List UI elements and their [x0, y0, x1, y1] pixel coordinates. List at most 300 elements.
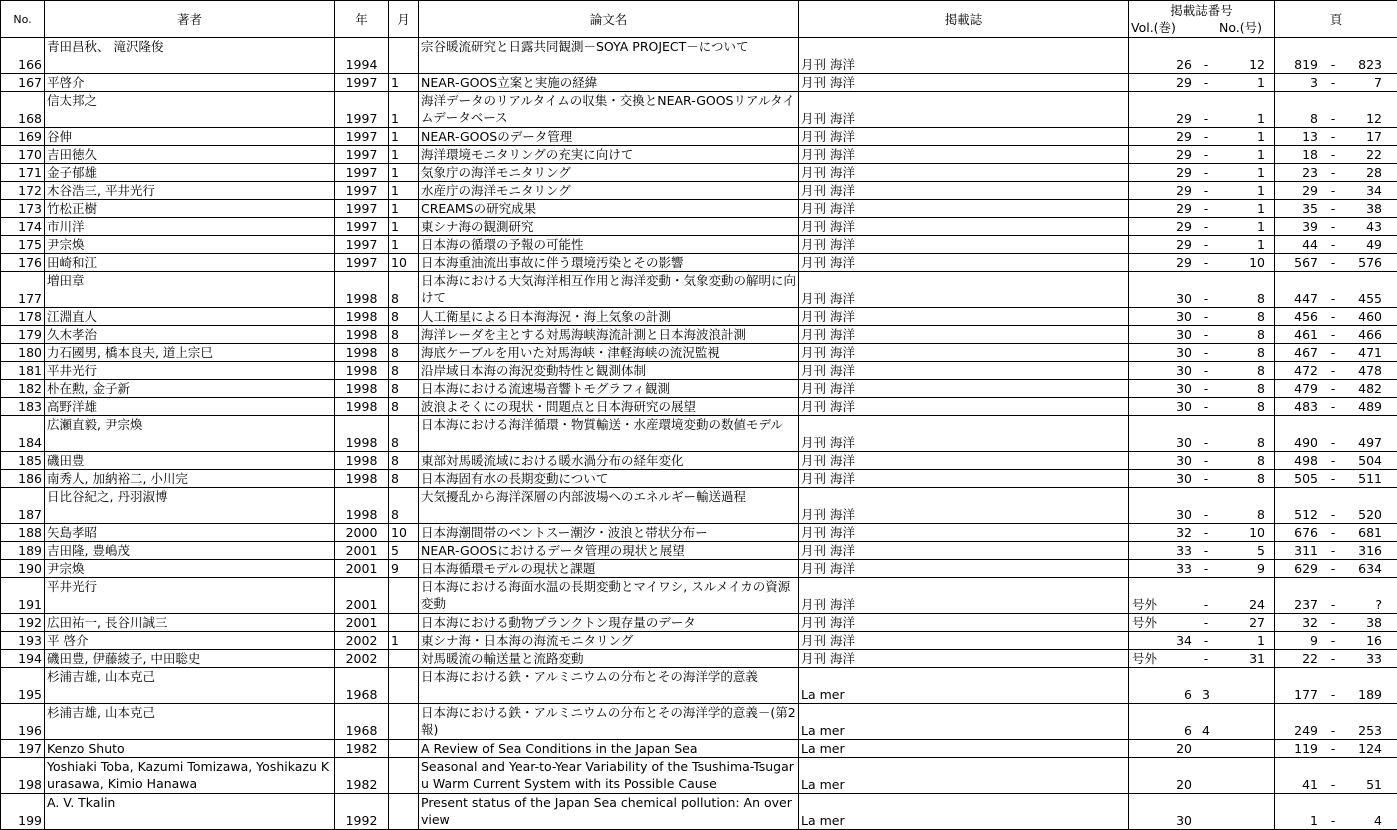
row-vol: 20 [1132, 776, 1192, 793]
row-title: 宗谷暖流研究と日露共同観測－SOYA PROJECT－について [419, 38, 799, 74]
row-page-end: 16 [1348, 632, 1382, 649]
row-num: 1 [1220, 74, 1265, 91]
row-author: Kenzo Shuto [45, 740, 335, 758]
row-year: 1998 [335, 326, 389, 344]
row-month [389, 650, 419, 668]
row-vol: 6 [1132, 686, 1192, 703]
table-row [1, 92, 1397, 128]
row-year: 2002 [335, 650, 389, 668]
row-num: 9 [1220, 560, 1265, 577]
row-issue [1129, 200, 1275, 218]
row-title: 海底ケーブルを用いた対馬海峡・津軽海峡の流況監視 [419, 344, 799, 362]
row-issue [1129, 452, 1275, 470]
row-vol: 33 [1132, 560, 1192, 577]
row-year: 1997 [335, 236, 389, 254]
row-page-sep: - [1318, 560, 1348, 577]
header-author: 著者 [45, 1, 335, 38]
row-page-sep: - [1318, 74, 1348, 91]
row-page-end: 466 [1348, 326, 1382, 343]
row-title: 日本海重油流出事故に伴う環境汚染とその影響 [419, 254, 799, 272]
header-year: 年 [335, 1, 389, 38]
row-page-end: 489 [1348, 398, 1382, 415]
row-year: 1982 [335, 758, 389, 794]
row-issue-sep: - [1192, 614, 1220, 631]
row-page-sep: - [1318, 434, 1348, 451]
row-page-sep: - [1318, 164, 1348, 181]
table-row [1, 200, 1397, 218]
table-row [1, 254, 1397, 272]
row-no: 186 [1, 470, 45, 488]
row-num: 10 [1220, 524, 1265, 541]
row-title: NEAR-GOOSのデータ管理 [419, 128, 799, 146]
row-num: 1 [1220, 128, 1265, 145]
row-issue [1129, 542, 1275, 560]
table-row [1, 128, 1397, 146]
row-author: 平井光行 [45, 578, 335, 614]
row-pages [1275, 488, 1397, 524]
row-author: 吉田徳久 [45, 146, 335, 164]
row-issue [1129, 416, 1275, 452]
row-year: 1997 [335, 146, 389, 164]
row-title: 沿岸域日本海の海況変動特性と観測体制 [419, 362, 799, 380]
row-page-start: 490 [1278, 434, 1318, 451]
row-issue [1129, 614, 1275, 632]
table-body [1, 38, 1397, 830]
row-page-end: 38 [1348, 614, 1382, 631]
header-issue [1129, 1, 1275, 38]
row-vol: 30 [1132, 308, 1192, 325]
row-page-start: 498 [1278, 452, 1318, 469]
row-issue-sep: - [1192, 398, 1220, 415]
row-vol: 29 [1132, 218, 1192, 235]
row-journal: 月刊 海洋 [799, 128, 1129, 146]
row-title: 海洋レーダを主とする対馬海峡海流計測と日本海波浪計測 [419, 326, 799, 344]
row-year: 1998 [335, 308, 389, 326]
row-issue [1129, 236, 1275, 254]
row-page-start: 3 [1278, 74, 1318, 91]
row-pages [1275, 578, 1397, 614]
row-pages [1275, 362, 1397, 380]
row-page-sep: - [1318, 290, 1348, 307]
table-row [1, 614, 1397, 632]
row-year: 1968 [335, 668, 389, 704]
table-row [1, 38, 1397, 74]
row-page-end: 497 [1348, 434, 1382, 451]
row-author: 木谷浩三, 平井光行 [45, 182, 335, 200]
row-page-end: 34 [1348, 182, 1382, 199]
row-page-sep: - [1318, 362, 1348, 379]
row-no: 198 [1, 758, 45, 794]
row-year: 1997 [335, 182, 389, 200]
row-vol: 号外 [1132, 614, 1192, 631]
row-pages [1275, 632, 1397, 650]
row-vol: 29 [1132, 146, 1192, 163]
row-author: 江淵直人 [45, 308, 335, 326]
row-author: 尹宗煥 [45, 236, 335, 254]
row-page-sep: - [1318, 596, 1348, 613]
row-num: 27 [1220, 614, 1265, 631]
row-page-start: 39 [1278, 218, 1318, 235]
row-vol: 29 [1132, 110, 1192, 127]
row-page-sep: - [1318, 128, 1348, 145]
row-num: 1 [1220, 110, 1265, 127]
row-month: 1 [389, 92, 419, 128]
row-issue [1129, 650, 1275, 668]
row-issue-sep: - [1192, 326, 1220, 343]
row-year: 1997 [335, 128, 389, 146]
row-journal: 月刊 海洋 [799, 92, 1129, 128]
row-journal: La mer [799, 704, 1129, 740]
row-page-sep: - [1318, 380, 1348, 397]
row-month: 10 [389, 254, 419, 272]
row-page-end: 478 [1348, 362, 1382, 379]
row-page-end: 681 [1348, 524, 1382, 541]
row-month: 1 [389, 236, 419, 254]
row-issue-sep: - [1192, 128, 1220, 145]
row-page-sep: - [1318, 776, 1348, 793]
row-year: 1982 [335, 740, 389, 758]
row-page-sep: - [1318, 650, 1348, 667]
header-row [1, 1, 1397, 38]
table-row [1, 578, 1397, 614]
row-page-sep: - [1318, 236, 1348, 253]
row-author: 広瀬直毅, 尹宗煥 [45, 416, 335, 452]
row-vol: 30 [1132, 506, 1192, 523]
row-title: A Review of Sea Conditions in the Japan Sea [419, 740, 799, 758]
row-page-sep: - [1318, 686, 1348, 703]
row-page-end: 504 [1348, 452, 1382, 469]
row-journal: 月刊 海洋 [799, 146, 1129, 164]
row-author: 平啓介 [45, 74, 335, 92]
row-page-end: 511 [1348, 470, 1382, 487]
row-no: 168 [1, 92, 45, 128]
row-year: 1992 [335, 794, 389, 830]
row-page-start: 8 [1278, 110, 1318, 127]
row-pages [1275, 470, 1397, 488]
row-num: 8 [1220, 398, 1265, 415]
row-month: 5 [389, 542, 419, 560]
row-page-start: 629 [1278, 560, 1318, 577]
row-vol: 29 [1132, 164, 1192, 181]
row-issue [1129, 128, 1275, 146]
row-page-sep: - [1318, 200, 1348, 217]
row-month: 10 [389, 524, 419, 542]
row-month: 9 [389, 560, 419, 578]
row-title: Present status of the Japan Sea chemical pollution: An overview [419, 794, 799, 830]
row-issue [1129, 74, 1275, 92]
row-pages [1275, 38, 1397, 74]
row-title: 気象庁の海洋モニタリング [419, 164, 799, 182]
row-month: 8 [389, 362, 419, 380]
row-title: Seasonal and Year-to-Year Variability of the Tsushima-Tsugaru Warm Current System with its Possible Cause [419, 758, 799, 794]
row-title: 日本海の循環の予報の可能性 [419, 236, 799, 254]
row-issue-sep: - [1192, 218, 1220, 235]
row-vol: 26 [1132, 56, 1192, 73]
row-page-end: 7 [1348, 74, 1382, 91]
row-issue [1129, 740, 1275, 758]
row-vol: 29 [1132, 128, 1192, 145]
row-num: 1 [1220, 632, 1265, 649]
row-year: 2001 [335, 560, 389, 578]
row-no: 173 [1, 200, 45, 218]
row-title: 日本海固有水の長期変動について [419, 470, 799, 488]
row-issue [1129, 704, 1275, 740]
row-vol: 30 [1132, 398, 1192, 415]
row-month: 8 [389, 272, 419, 308]
header-title: 論文名 [419, 1, 799, 38]
row-author: 力石國男, 橋本良夫, 道上宗巳 [45, 344, 335, 362]
row-author: 田崎和江 [45, 254, 335, 272]
row-issue-sep: - [1192, 542, 1220, 559]
row-title: 日本海潮間帯のベントスー潮汐・波浪と帯状分布ー [419, 524, 799, 542]
row-month: 8 [389, 416, 419, 452]
row-journal: La mer [799, 758, 1129, 794]
row-pages [1275, 146, 1397, 164]
row-no: 196 [1, 704, 45, 740]
row-author: 信太邦之 [45, 92, 335, 128]
row-issue-sep: - [1192, 344, 1220, 361]
row-page-sep: - [1318, 740, 1348, 757]
row-journal: 月刊 海洋 [799, 452, 1129, 470]
row-vol: 29 [1132, 236, 1192, 253]
row-vol: 29 [1132, 182, 1192, 199]
row-page-sep: - [1318, 308, 1348, 325]
row-issue-sep: - [1192, 380, 1220, 397]
row-journal: 月刊 海洋 [799, 200, 1129, 218]
row-no: 169 [1, 128, 45, 146]
row-no: 177 [1, 272, 45, 308]
row-page-end: 43 [1348, 218, 1382, 235]
row-issue [1129, 254, 1275, 272]
row-issue-sep: 4 [1192, 722, 1220, 739]
row-journal: La mer [799, 668, 1129, 704]
row-page-start: 177 [1278, 686, 1318, 703]
row-year: 1968 [335, 704, 389, 740]
row-journal: 月刊 海洋 [799, 578, 1129, 614]
row-no: 174 [1, 218, 45, 236]
row-page-start: 44 [1278, 236, 1318, 253]
row-num: 31 [1220, 650, 1265, 667]
row-journal: 月刊 海洋 [799, 560, 1129, 578]
row-author: 矢島孝昭 [45, 524, 335, 542]
row-author: 広田祐一, 長谷川誠三 [45, 614, 335, 632]
row-num: 1 [1220, 164, 1265, 181]
row-no: 175 [1, 236, 45, 254]
row-issue [1129, 524, 1275, 542]
table-row [1, 74, 1397, 92]
row-issue-sep: - [1192, 200, 1220, 217]
row-author: 南秀人, 加納裕二, 小川完 [45, 470, 335, 488]
row-pages [1275, 74, 1397, 92]
row-vol: 29 [1132, 254, 1192, 271]
row-page-start: 29 [1278, 182, 1318, 199]
row-issue-sep: - [1192, 290, 1220, 307]
row-issue-sep: - [1192, 560, 1220, 577]
row-year: 1998 [335, 470, 389, 488]
row-no: 172 [1, 182, 45, 200]
row-pages [1275, 740, 1397, 758]
row-title: CREAMSの研究成果 [419, 200, 799, 218]
row-pages [1275, 614, 1397, 632]
row-pages [1275, 128, 1397, 146]
row-pages [1275, 758, 1397, 794]
row-no: 185 [1, 452, 45, 470]
row-no: 188 [1, 524, 45, 542]
row-page-start: 479 [1278, 380, 1318, 397]
row-year: 1998 [335, 362, 389, 380]
row-no: 179 [1, 326, 45, 344]
row-year: 2001 [335, 542, 389, 560]
row-issue [1129, 218, 1275, 236]
row-page-end: 38 [1348, 200, 1382, 217]
table-row [1, 146, 1397, 164]
row-journal: 月刊 海洋 [799, 650, 1129, 668]
row-pages [1275, 398, 1397, 416]
table-row [1, 308, 1397, 326]
row-page-start: 249 [1278, 722, 1318, 739]
row-page-end: 471 [1348, 344, 1382, 361]
row-page-end: 22 [1348, 146, 1382, 163]
row-pages [1275, 182, 1397, 200]
row-no: 194 [1, 650, 45, 668]
row-pages [1275, 524, 1397, 542]
table-row [1, 758, 1397, 794]
row-month [389, 38, 419, 74]
row-issue [1129, 380, 1275, 398]
row-issue [1129, 272, 1275, 308]
row-page-sep: - [1318, 542, 1348, 559]
row-month [389, 578, 419, 614]
row-issue [1129, 488, 1275, 524]
row-page-start: 9 [1278, 632, 1318, 649]
row-page-start: 32 [1278, 614, 1318, 631]
row-page-end: 316 [1348, 542, 1382, 559]
row-page-sep: - [1318, 326, 1348, 343]
row-page-start: 461 [1278, 326, 1318, 343]
row-issue [1129, 794, 1275, 830]
row-pages [1275, 560, 1397, 578]
row-issue [1129, 344, 1275, 362]
row-num: 8 [1220, 326, 1265, 343]
row-page-sep: - [1318, 344, 1348, 361]
row-num: 8 [1220, 344, 1265, 361]
row-title: 日本海における海洋循環・物質輸送・水産環境変動の数値モデル [419, 416, 799, 452]
row-journal: La mer [799, 794, 1129, 830]
row-year: 2000 [335, 524, 389, 542]
row-page-start: 35 [1278, 200, 1318, 217]
row-title: 海洋環境モニタリングの充実に向けて [419, 146, 799, 164]
table-row [1, 470, 1397, 488]
row-year: 1997 [335, 218, 389, 236]
row-vol: 30 [1132, 290, 1192, 307]
header-no: No. [1, 1, 45, 38]
row-year: 1997 [335, 254, 389, 272]
row-pages [1275, 650, 1397, 668]
row-vol: 30 [1132, 452, 1192, 469]
row-issue [1129, 182, 1275, 200]
row-author: 日比谷紀之, 丹羽淑博 [45, 488, 335, 524]
row-page-end: 253 [1348, 722, 1382, 739]
row-pages [1275, 326, 1397, 344]
row-month: 1 [389, 164, 419, 182]
row-page-start: 467 [1278, 344, 1318, 361]
table-row [1, 740, 1397, 758]
row-page-sep: - [1318, 182, 1348, 199]
row-journal: 月刊 海洋 [799, 272, 1129, 308]
row-pages [1275, 416, 1397, 452]
row-year: 1998 [335, 416, 389, 452]
header-pages: 頁 [1275, 1, 1397, 38]
row-pages [1275, 794, 1397, 830]
row-no: 192 [1, 614, 45, 632]
row-page-start: 18 [1278, 146, 1318, 163]
row-issue [1129, 326, 1275, 344]
row-title: NEAR-GOOS立案と実施の経緯 [419, 74, 799, 92]
row-title: 日本海循環モデルの現状と課題 [419, 560, 799, 578]
row-num: 8 [1220, 290, 1265, 307]
row-title: 日本海における海面水温の長期変動とマイワシ, スルメイカの資源変動 [419, 578, 799, 614]
row-journal: 月刊 海洋 [799, 38, 1129, 74]
row-page-sep: - [1318, 146, 1348, 163]
row-month: 1 [389, 632, 419, 650]
row-pages [1275, 704, 1397, 740]
row-month [389, 740, 419, 758]
row-author: 谷伸 [45, 128, 335, 146]
row-page-sep: - [1318, 254, 1348, 271]
row-pages [1275, 218, 1397, 236]
row-author: 高野洋雄 [45, 398, 335, 416]
row-page-sep: - [1318, 506, 1348, 523]
row-issue [1129, 560, 1275, 578]
row-issue-sep: - [1192, 524, 1220, 541]
row-author: 吉田隆, 豊嶋茂 [45, 542, 335, 560]
row-page-start: 567 [1278, 254, 1318, 271]
row-pages [1275, 668, 1397, 704]
row-vol: 30 [1132, 326, 1192, 343]
table-row [1, 794, 1397, 830]
row-vol: 29 [1132, 200, 1192, 217]
row-issue-sep: - [1192, 362, 1220, 379]
row-year: 1997 [335, 92, 389, 128]
row-issue-sep: - [1192, 236, 1220, 253]
row-journal: 月刊 海洋 [799, 632, 1129, 650]
row-issue [1129, 38, 1275, 74]
row-pages [1275, 308, 1397, 326]
row-page-end: 17 [1348, 128, 1382, 145]
row-issue [1129, 470, 1275, 488]
row-pages [1275, 344, 1397, 362]
row-month: 8 [389, 398, 419, 416]
row-page-end: 12 [1348, 110, 1382, 127]
table-row [1, 344, 1397, 362]
row-no: 166 [1, 38, 45, 74]
row-journal: 月刊 海洋 [799, 218, 1129, 236]
table-row [1, 182, 1397, 200]
row-journal: 月刊 海洋 [799, 308, 1129, 326]
row-page-start: 456 [1278, 308, 1318, 325]
row-month: 8 [389, 344, 419, 362]
row-journal: 月刊 海洋 [799, 614, 1129, 632]
row-page-sep: - [1318, 812, 1348, 829]
row-page-end: 49 [1348, 236, 1382, 253]
row-issue [1129, 146, 1275, 164]
row-author: A. V. Tkalin [45, 794, 335, 830]
row-journal: 月刊 海洋 [799, 362, 1129, 380]
row-vol: 6 [1132, 722, 1192, 739]
row-title: 日本海における流速場音響トモグラフィ観測 [419, 380, 799, 398]
row-issue-sep: - [1192, 56, 1220, 73]
row-issue [1129, 164, 1275, 182]
